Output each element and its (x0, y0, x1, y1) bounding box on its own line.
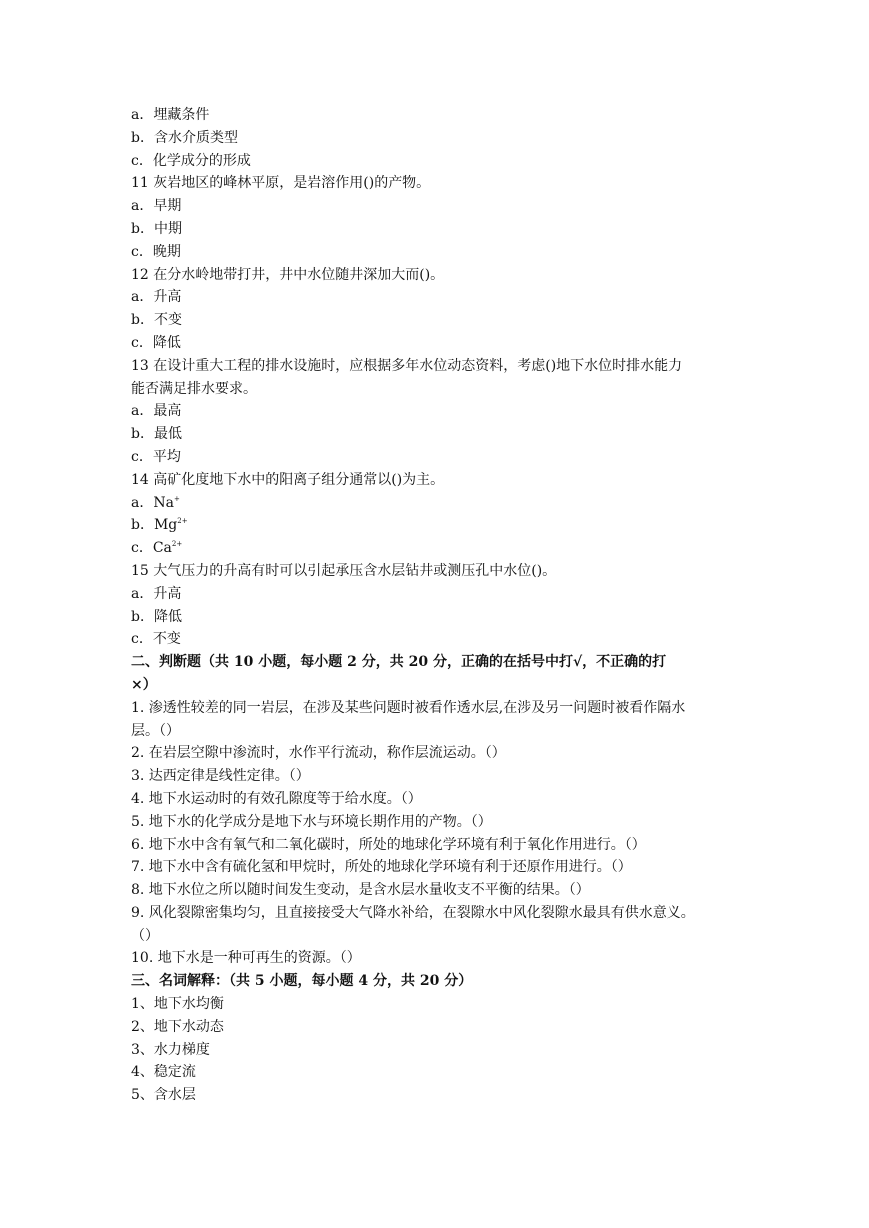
q14-option-b (131, 514, 741, 537)
q12-option-c: c．降低 (131, 334, 181, 351)
q14-option-a (131, 492, 741, 515)
q15-option-c: c．不变 (131, 631, 181, 648)
term-item-1: 1、地下水均衡 (131, 996, 224, 1013)
tf-item-7: 7. 地下水中含有硫化氢和甲烷时，所处的地球化学环境有利于还原作用进行。（） (131, 859, 632, 876)
tf-item-2: 2. 在岩层空隙中渗流时，水作平行流动，称作层流运动。（） (131, 745, 506, 762)
q11-text: 11 灰岩地区的峰林平原，是岩溶作用()的产物。 (131, 175, 431, 192)
q13-option-c: c．平均 (131, 448, 181, 465)
q13-option-a: a．最高 (131, 403, 182, 420)
tf-item-1-line1: 1. 渗透性较差的同一岩层，在涉及某些问题时被看作透水层,在涉及另一问题时被看作隔水 (131, 699, 686, 716)
q13-option-b: b．最低 (131, 426, 182, 443)
term-item-5: 5、含水层 (131, 1087, 196, 1104)
q10-option-b: b．含水介质类型 (131, 129, 238, 146)
q10-option-c: c．化学成分的形成 (131, 152, 251, 169)
q14-option-a-text: a．Na (131, 494, 174, 511)
tf-item-9-line1: 9. 风化裂隙密集均匀，且直接接受大气降水补给，在裂隙水中风化裂隙水最具有供水意义。 (131, 904, 695, 921)
term-item-4: 4、稳定流 (131, 1064, 196, 1081)
tf-item-5: 5. 地下水的化学成分是地下水与环境长期作用的产物。（） (131, 813, 492, 830)
q11-option-c: c．晚期 (131, 243, 181, 260)
tf-item-1-line2: 层。（） (131, 722, 180, 739)
q15-option-b: b．降低 (131, 608, 182, 625)
q14-text: 14 高矿化度地下水中的阳离子组分通常以()为主。 (131, 471, 445, 488)
q14-option-a-charge: + (173, 494, 180, 503)
q14-option-b-charge: 2+ (177, 517, 188, 526)
term-item-3: 3、水力梯度 (131, 1041, 210, 1058)
q14-option-c (131, 537, 741, 560)
exam-page (131, 104, 741, 1107)
q10-option-a: a．埋藏条件 (131, 107, 210, 123)
q14-option-b-text: b．Mg (131, 517, 178, 534)
q14-option-c-text: c．Ca (131, 540, 172, 557)
section2-heading-line1: 二、判断题（共 10 小题，每小题 2 分，共 20 分，正确的在括号中打√，不正确的打 (131, 654, 667, 671)
section3-heading: 三、名词解释：（共 5 小题，每小题 4 分，共 20 分） (131, 973, 473, 990)
q13-text-line2: 能否满足排水要求。 (131, 380, 257, 397)
q12-option-a: a．升高 (131, 289, 182, 306)
q11-option-b: b．中期 (131, 220, 182, 237)
q14-option-c-charge: 2+ (171, 540, 183, 549)
q11-option-a: a．早期 (131, 198, 182, 215)
q12-text: 12 在分水岭地带打井，井中水位随井深加大而()。 (131, 266, 445, 283)
tf-item-3: 3. 达西定律是线性定律。（） (131, 768, 310, 785)
term-item-2: 2、地下水动态 (131, 1018, 224, 1035)
q15-option-a: a．升高 (131, 585, 182, 602)
tf-item-10: 10. 地下水是一种可再生的资源。（） (131, 950, 361, 967)
tf-item-9-line2: （） (131, 927, 159, 944)
tf-item-4: 4. 地下水运动时的有效孔隙度等于给水度。（） (131, 790, 422, 807)
tf-item-8: 8. 地下水位之所以随时间发生变动，是含水层水量收支不平衡的结果。（） (131, 882, 590, 899)
tf-item-6: 6. 地下水中含有氧气和二氧化碳时，所处的地球化学环境有利于氧化作用进行。（） (131, 836, 646, 853)
section2-heading-line2: ×） (131, 676, 157, 693)
q12-option-b: b．不变 (131, 312, 182, 329)
q13-text-line1: 13 在设计重大工程的排水设施时，应根据多年水位动态资料，考虑()地下水位时排水能力 (131, 357, 683, 374)
q15-text: 15 大气压力的升高有时可以引起承压含水层钻井或测压孔中水位()。 (131, 562, 557, 579)
